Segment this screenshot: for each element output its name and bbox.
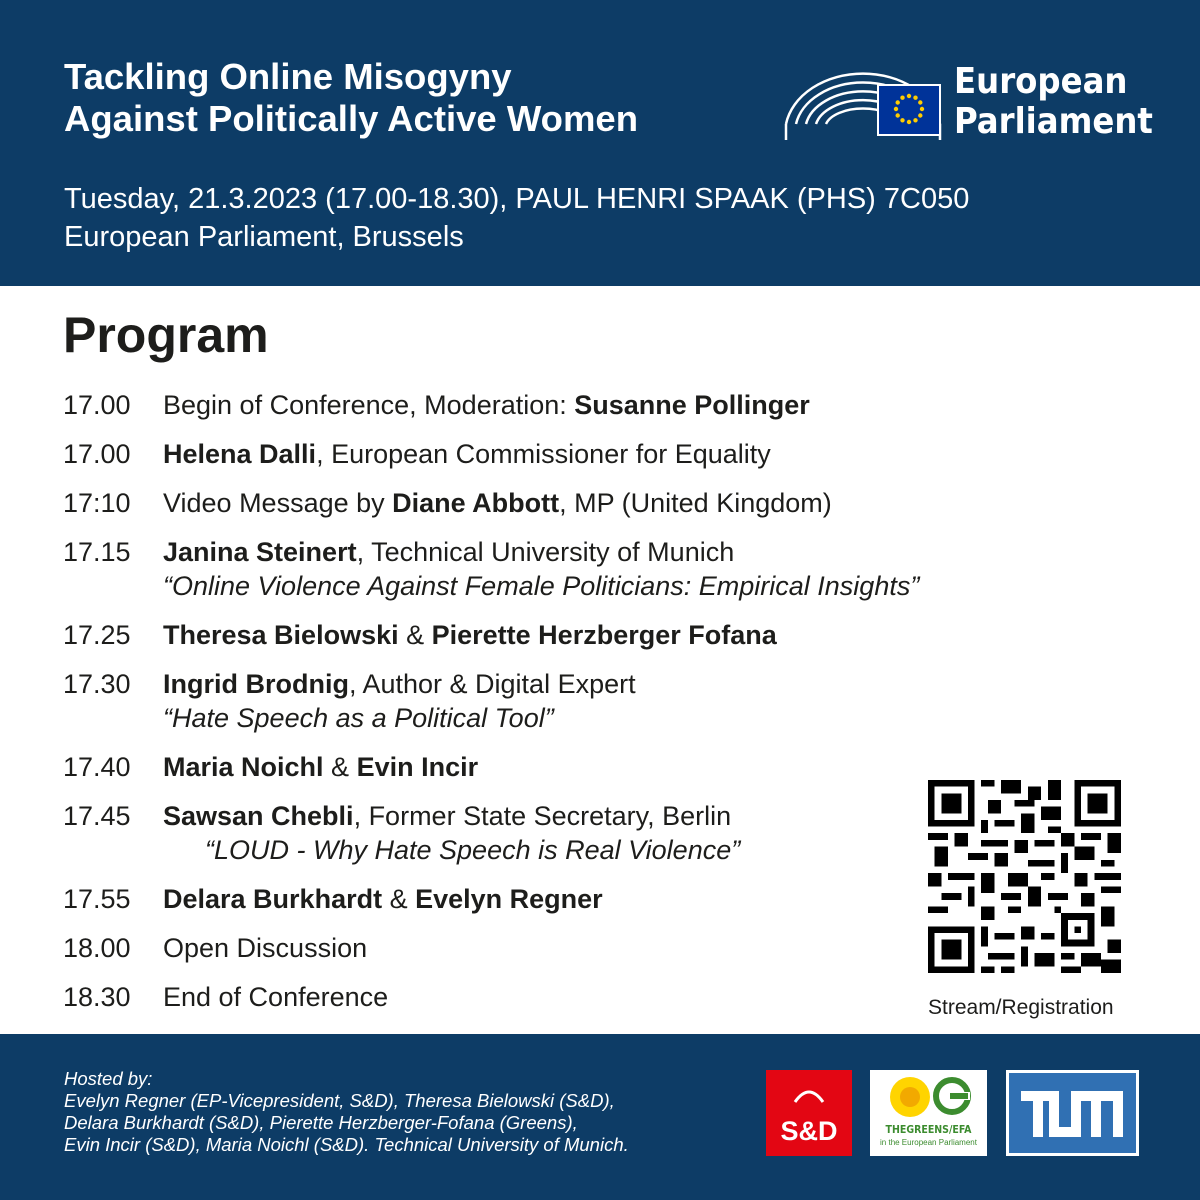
program-heading: Program [63, 307, 269, 363]
speaker-name: Evin Incir [356, 752, 479, 782]
european-parliament-wordmark [954, 62, 1153, 142]
speaker-name: Delara Burkhardt [163, 884, 383, 914]
program-item-description [163, 931, 1023, 965]
program-item [63, 437, 1023, 471]
program-item-description [163, 388, 1023, 422]
hosted-line: Delara Burkhardt (S&D), Pierette Herzberger-Fofana (Greens), [64, 1112, 578, 1133]
program-item-description [163, 535, 1023, 603]
talk-title: “Hate Speech as a Political Tool” [163, 703, 554, 733]
header-banner [0, 0, 1200, 286]
event-details [64, 180, 969, 256]
program-item-description [163, 882, 1023, 916]
program-item-time: 17.45 [63, 801, 131, 831]
title-line-1: Tackling Online Misogyny [64, 56, 512, 97]
program-schedule [63, 388, 1023, 1029]
talk-title: “LOUD - Why Hate Speech is Real Violence” [205, 835, 741, 865]
program-item [63, 799, 1023, 867]
tum-mark-icon [1009, 1073, 1136, 1153]
speaker-name: Sawsan Chebli [163, 801, 354, 831]
program-item-description [163, 437, 1023, 471]
description-text: , Former State Secretary, Berlin [353, 801, 732, 831]
hemicycle-icon [778, 52, 948, 152]
qr-caption: Stream/Registration [928, 996, 1114, 1019]
program-item [63, 535, 1023, 603]
program-item-time: 17.40 [63, 752, 131, 782]
program-item [63, 388, 1023, 422]
program-item-time: 17.00 [63, 439, 131, 469]
program-item [63, 931, 1023, 965]
program-item-time: 17.25 [63, 620, 131, 650]
speaker-name: Janina Steinert [163, 537, 357, 567]
sunflower-icon [870, 1070, 987, 1124]
program-item-description [163, 980, 1023, 1014]
program-item-description [163, 667, 1023, 735]
hosted-by-text [64, 1068, 629, 1156]
description-text: & [398, 620, 432, 650]
program-item [63, 486, 1023, 520]
program-item-time: 17.55 [63, 884, 131, 914]
program-item [63, 667, 1023, 735]
description-text: & [323, 752, 357, 782]
program-item-description [163, 750, 1023, 784]
sd-label: S&D [780, 1116, 838, 1146]
tum-logo [1006, 1070, 1139, 1156]
event-title [64, 56, 638, 140]
speaker-name: Theresa Bielowski [163, 620, 399, 650]
talk-title: “Online Violence Against Female Politicians: Empirical Insights” [163, 571, 920, 601]
program-item-time: 17.30 [63, 669, 131, 699]
speaker-name: Evelyn Regner [415, 884, 603, 914]
footer-banner [0, 1034, 1200, 1200]
description-text: Begin of Conference, Moderation: [163, 390, 575, 420]
program-item-description [163, 486, 1023, 520]
qr-code-icon[interactable] [928, 780, 1121, 973]
greens-sub-label: in the European Parliament [880, 1138, 977, 1147]
hosted-line: Evelyn Regner (EP-Vicepresident, S&D), Theresa Bielowski (S&D), [64, 1090, 615, 1111]
sd-logo [766, 1070, 852, 1156]
date-line: Tuesday, 21.3.2023 (17.00-18.30), PAUL HENRI SPAAK (PHS) 7C050 [64, 183, 970, 215]
description-text: , European Commissioner for Equality [316, 439, 771, 469]
program-item-description [163, 618, 1023, 652]
description-text: Video Message by [163, 488, 393, 518]
speaker-name: Susanne Pollinger [574, 390, 810, 420]
program-item-time: 18.00 [63, 933, 131, 963]
sd-rose-icon [789, 1080, 829, 1110]
program-item-time: 17.15 [63, 537, 131, 567]
greens-efa-logo [870, 1070, 987, 1156]
speaker-name: Ingrid Brodnig [163, 669, 349, 699]
description-text: Open Discussion [163, 933, 368, 963]
program-item [63, 980, 1023, 1014]
title-line-2: Against Politically Active Women [64, 98, 639, 139]
program-item-description [163, 799, 1023, 867]
program-item-time: 17:10 [63, 488, 131, 518]
wordmark-line-1: European [954, 61, 1128, 102]
program-item-time: 18.30 [63, 982, 131, 1012]
program-item [63, 750, 1023, 784]
hosted-line: Evin Incir (S&D), Maria Noichl (S&D). Technical University of Munich. [64, 1134, 629, 1155]
description-text: & [382, 884, 416, 914]
description-text: End of Conference [163, 982, 389, 1012]
speaker-name: Helena Dalli [163, 439, 317, 469]
greens-label: THEGREENS/EFA [885, 1124, 972, 1136]
speaker-name: Diane Abbott [392, 488, 560, 518]
description-text: , Technical University of Munich [356, 537, 735, 567]
hosted-line: Hosted by: [64, 1068, 153, 1089]
wordmark-line-2: Parliament [954, 101, 1153, 142]
location-line: European Parliament, Brussels [64, 221, 464, 253]
description-text: , Author & Digital Expert [348, 669, 636, 699]
speaker-name: Maria Noichl [163, 752, 324, 782]
program-item [63, 618, 1023, 652]
program-item [63, 882, 1023, 916]
speaker-name: Pierette Herzberger Fofana [431, 620, 777, 650]
program-item-time: 17.00 [63, 390, 131, 420]
description-text: , MP (United Kingdom) [559, 488, 832, 518]
